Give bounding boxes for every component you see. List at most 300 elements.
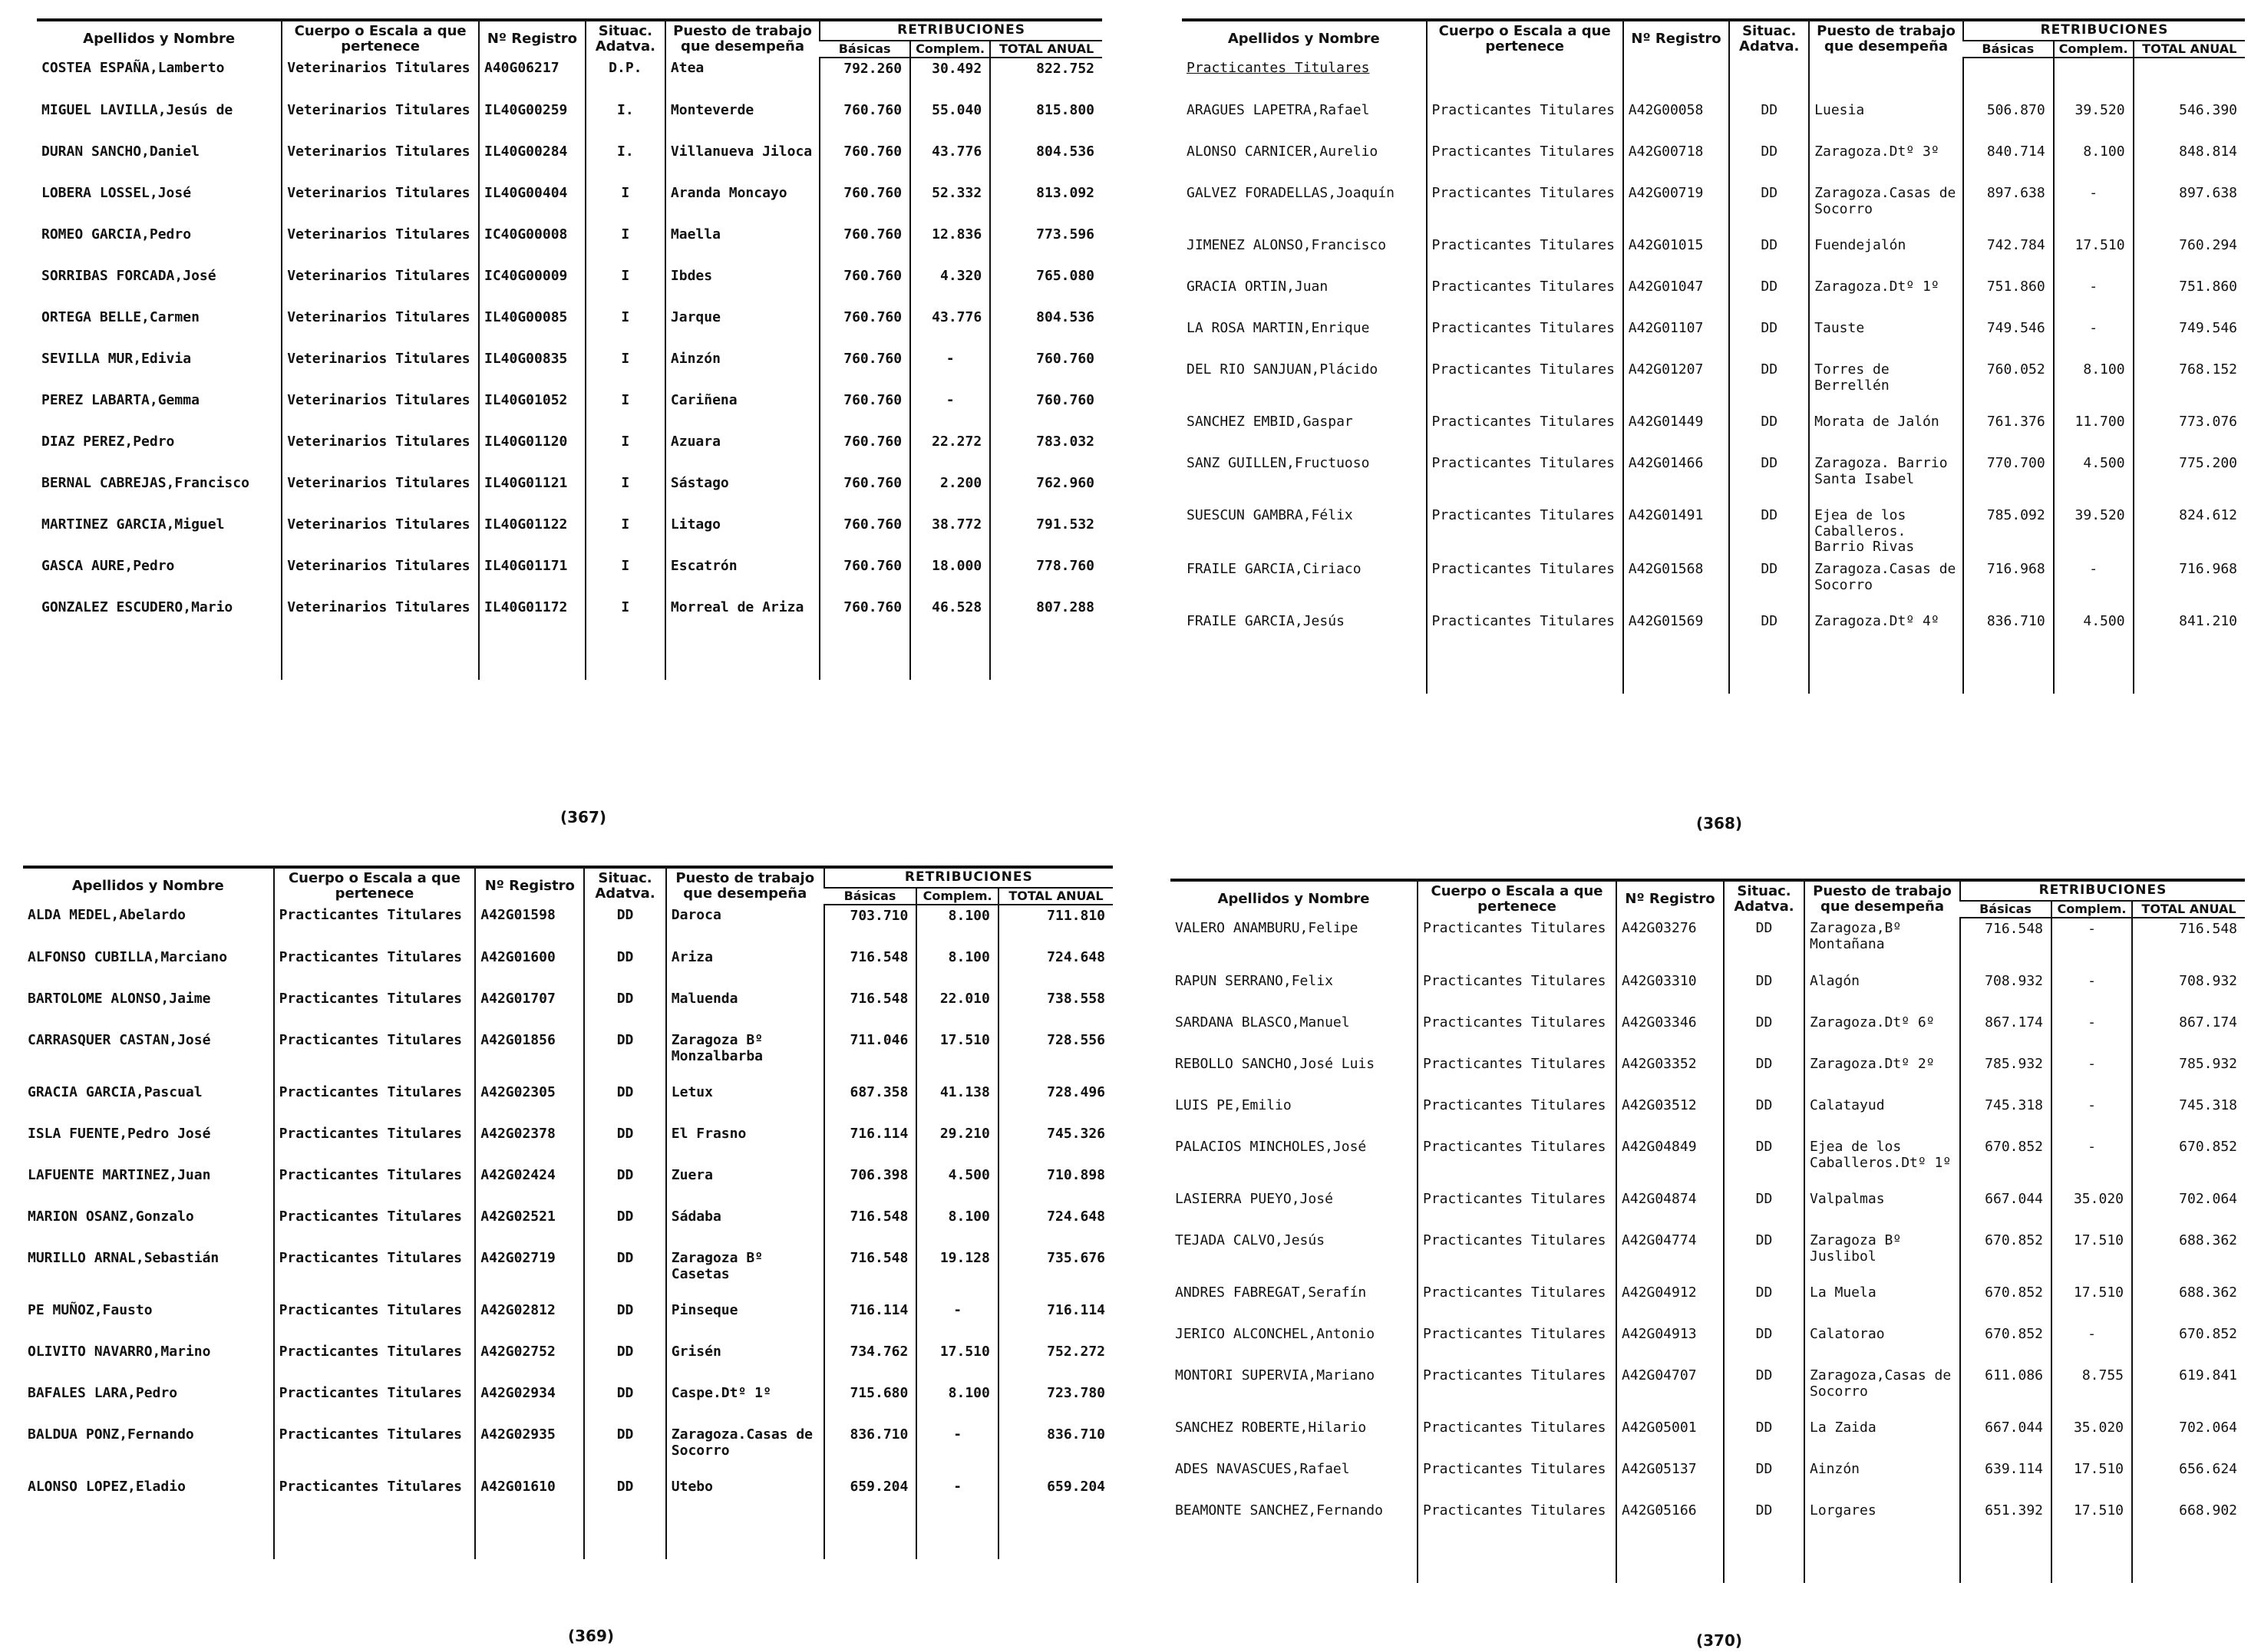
puesto-cell: Ejea de los Caballeros. Barrio Rivas xyxy=(1809,505,1963,559)
total-cell: 668.902 xyxy=(2132,1500,2245,1542)
puesto-cell: Alagón xyxy=(1804,971,1960,1012)
registro-cell: A42G03310 xyxy=(1616,971,1724,1012)
table-row xyxy=(1182,235,2245,276)
table-row xyxy=(23,1300,1113,1341)
complementos-cell: 8.100 xyxy=(916,1383,998,1424)
complementos-cell: - xyxy=(916,1424,998,1476)
cuerpo-cell: Veterinarios Titulares xyxy=(282,58,479,100)
cuerpo-cell: Veterinarios Titulares xyxy=(282,100,479,141)
basicas-cell: 897.638 xyxy=(1963,183,2054,235)
registro-cell: A42G01600 xyxy=(475,947,584,988)
page-number-369: (369) xyxy=(568,1627,615,1645)
total-cell: 738.558 xyxy=(998,988,1113,1030)
situacion-cell: DD xyxy=(584,988,666,1030)
situacion-cell: I xyxy=(586,348,665,390)
cuerpo-cell: Practicantes Titulares xyxy=(274,1300,476,1341)
basicas-cell: 716.548 xyxy=(824,947,917,988)
total-cell: 716.114 xyxy=(998,1300,1113,1341)
basicas-cell: 715.680 xyxy=(824,1383,917,1424)
puesto-cell: Letux xyxy=(666,1082,824,1123)
puesto-cell: Zaragoza.Casas de Socorro xyxy=(1809,559,1963,611)
total-cell: 773.076 xyxy=(2134,411,2245,453)
situacion-cell: I xyxy=(586,473,665,514)
cuerpo-cell: Veterinarios Titulares xyxy=(282,183,479,224)
table-row xyxy=(23,1165,1113,1206)
total-cell: 670.852 xyxy=(2132,1136,2245,1189)
registro-cell: IL40G00085 xyxy=(479,307,586,348)
total-cell: 768.152 xyxy=(2134,359,2245,411)
puesto-cell: Tauste xyxy=(1809,318,1963,359)
situacion-cell: DD xyxy=(1729,276,1809,318)
header-basicas: Básicas xyxy=(820,41,910,58)
table-row xyxy=(37,348,1102,390)
situacion-cell: DD xyxy=(584,1082,666,1123)
complementos-cell: 17.510 xyxy=(916,1030,998,1082)
registro-cell: A42G05137 xyxy=(1616,1459,1724,1500)
complementos-cell: 52.332 xyxy=(910,183,990,224)
header-total-anual: TOTAL ANUAL xyxy=(990,41,1102,58)
puesto-cell: El Frasno xyxy=(666,1123,824,1165)
puesto-cell: Ibdes xyxy=(665,265,820,307)
registro-cell: A42G01568 xyxy=(1623,559,1730,611)
basicas-cell: 734.762 xyxy=(824,1341,917,1383)
register-table-367 xyxy=(37,18,1102,680)
complementos-cell: 46.528 xyxy=(910,597,990,638)
basicas-cell: 760.760 xyxy=(820,556,910,597)
employee-name: SANZ GUILLEN,Fructuoso xyxy=(1187,454,1370,471)
basicas-cell: 506.870 xyxy=(1963,100,2054,141)
registro-cell: A42G00719 xyxy=(1623,183,1730,235)
total-cell: 710.898 xyxy=(998,1165,1113,1206)
employee-name: DEL RIO SANJUAN,Plácido xyxy=(1187,361,1378,378)
situacion-cell: DD xyxy=(1724,1500,1804,1542)
situacion-cell: DD xyxy=(584,947,666,988)
employee-name: PALACIOS MINCHOLES,José xyxy=(1175,1138,1367,1155)
total-cell: 824.612 xyxy=(2134,505,2245,559)
basicas-cell: 760.760 xyxy=(820,224,910,265)
total-cell: 778.760 xyxy=(990,556,1102,597)
total-cell: 724.648 xyxy=(998,947,1113,988)
complementos-cell: 17.510 xyxy=(2051,1230,2132,1282)
employee-name: BAFALES LARA,Pedro xyxy=(28,1384,178,1401)
complementos-cell: 22.010 xyxy=(916,988,998,1030)
registro-cell: IL40G00404 xyxy=(479,183,586,224)
header-total-anual: TOTAL ANUAL xyxy=(998,888,1113,905)
cuerpo-cell: Practicantes Titulares xyxy=(1418,918,1616,971)
employee-name: MIGUEL LAVILLA,Jesús de xyxy=(41,101,233,118)
header-registro: Nº Registro xyxy=(1616,880,1724,918)
blank-row xyxy=(37,638,1102,680)
employee-name: SARDANA BLASCO,Manuel xyxy=(1175,1014,1350,1030)
complementos-cell: 22.272 xyxy=(910,431,990,473)
cuerpo-cell: Practicantes Titulares xyxy=(1418,971,1616,1012)
complementos-cell: 19.128 xyxy=(916,1248,998,1300)
situacion-cell: DD xyxy=(584,905,666,947)
registro-cell: A42G01707 xyxy=(475,988,584,1030)
puesto-cell: Grisén xyxy=(666,1341,824,1383)
situacion-cell: I xyxy=(586,431,665,473)
table-row xyxy=(1182,183,2245,235)
header-name: Apellidos y Nombre xyxy=(23,867,274,905)
employee-name: ALFONSO CUBILLA,Marciano xyxy=(28,948,228,965)
table-row xyxy=(1182,411,2245,453)
employee-name: COSTEA ESPAÑA,Lamberto xyxy=(41,59,225,76)
cuerpo-cell: Practicantes Titulares xyxy=(1418,1054,1616,1095)
situacion-cell: DD xyxy=(1729,141,1809,183)
total-cell: 688.362 xyxy=(2132,1282,2245,1324)
puesto-cell: Zaragoza.Casas de Socorro xyxy=(666,1424,824,1476)
table-row xyxy=(1170,1136,2245,1189)
situacion-cell: DD xyxy=(1729,318,1809,359)
complementos-cell: - xyxy=(2051,1095,2132,1136)
registro-cell: A42G02719 xyxy=(475,1248,584,1300)
registro-cell: IL40G00835 xyxy=(479,348,586,390)
registro-cell: A42G00058 xyxy=(1623,100,1730,141)
puesto-cell: Ariza xyxy=(666,947,824,988)
puesto-cell: Zaragoza,Casas de Socorro xyxy=(1804,1365,1960,1417)
employee-name: JIMENEZ ALONSO,Francisco xyxy=(1187,236,1387,253)
basicas-cell: 760.760 xyxy=(820,265,910,307)
table-row xyxy=(23,1206,1113,1248)
total-cell: 716.548 xyxy=(2132,918,2245,971)
employee-name: FRAILE GARCIA,Jesús xyxy=(1187,613,1345,629)
registro-cell: IL40G01172 xyxy=(479,597,586,638)
total-cell: 728.556 xyxy=(998,1030,1113,1082)
basicas-cell: 770.700 xyxy=(1963,453,2054,505)
registro-cell: IL40G01120 xyxy=(479,431,586,473)
employee-name: MURILLO ARNAL,Sebastián xyxy=(28,1249,219,1266)
header-puesto: Puesto de trabajo que desempeña xyxy=(1809,20,1963,58)
table-row xyxy=(23,1248,1113,1300)
basicas-cell: 670.852 xyxy=(1960,1136,2051,1189)
registro-cell: A42G04874 xyxy=(1616,1189,1724,1230)
table-row xyxy=(1170,1189,2245,1230)
complementos-cell: - xyxy=(916,1300,998,1341)
cuerpo-cell: Practicantes Titulares xyxy=(1427,359,1623,411)
total-cell: 723.780 xyxy=(998,1383,1113,1424)
puesto-cell: Villanueva Jiloca xyxy=(665,141,820,183)
situacion-cell: I xyxy=(586,514,665,556)
blank-row xyxy=(1170,1542,2245,1583)
header-complementos: Complem. xyxy=(2054,41,2134,58)
cuerpo-cell: Practicantes Titulares xyxy=(1427,411,1623,453)
situacion-cell: DD xyxy=(584,1248,666,1300)
total-cell: 867.174 xyxy=(2132,1012,2245,1054)
situacion-cell: DD xyxy=(1724,918,1804,971)
basicas-cell: 761.376 xyxy=(1963,411,2054,453)
puesto-cell: Cariñena xyxy=(665,390,820,431)
registro-cell: A42G01856 xyxy=(475,1030,584,1082)
total-cell: 822.752 xyxy=(990,58,1102,100)
cuerpo-cell: Practicantes Titulares xyxy=(1427,141,1623,183)
complementos-cell: 4.320 xyxy=(910,265,990,307)
situacion-cell: DD xyxy=(1724,1095,1804,1136)
cuerpo-cell: Practicantes Titulares xyxy=(1427,453,1623,505)
total-cell: 546.390 xyxy=(2134,100,2245,141)
table-row xyxy=(37,556,1102,597)
cuerpo-cell: Veterinarios Titulares xyxy=(282,265,479,307)
situacion-cell: DD xyxy=(1729,611,1809,652)
cuerpo-cell: Practicantes Titulares xyxy=(274,1206,476,1248)
basicas-cell: 716.968 xyxy=(1963,559,2054,611)
cuerpo-cell: Veterinarios Titulares xyxy=(282,390,479,431)
registro-cell: A42G02935 xyxy=(475,1424,584,1476)
employee-name: MARTINEZ GARCIA,Miguel xyxy=(41,516,225,533)
cuerpo-cell: Practicantes Titulares xyxy=(274,947,476,988)
table-row xyxy=(37,224,1102,265)
situacion-cell: I xyxy=(586,183,665,224)
employee-name: FRAILE GARCIA,Ciriaco xyxy=(1187,561,1362,577)
puesto-cell: Calatayud xyxy=(1804,1095,1960,1136)
table-row xyxy=(1182,100,2245,141)
puesto-cell: Escatrón xyxy=(665,556,820,597)
total-cell: 813.092 xyxy=(990,183,1102,224)
register-table xyxy=(1170,879,2245,1583)
employee-name: TEJADA CALVO,Jesús xyxy=(1175,1232,1325,1248)
total-cell: 745.326 xyxy=(998,1123,1113,1165)
total-cell: 804.536 xyxy=(990,141,1102,183)
employee-name: MONTORI SUPERVIA,Mariano xyxy=(1175,1367,1375,1383)
situacion-cell: DD xyxy=(1724,971,1804,1012)
cuerpo-cell: Practicantes Titulares xyxy=(274,1030,476,1082)
basicas-cell: 716.548 xyxy=(824,988,917,1030)
complementos-cell: - xyxy=(2054,318,2134,359)
table-row xyxy=(1170,1012,2245,1054)
registro-cell: IC40G00008 xyxy=(479,224,586,265)
cuerpo-cell: Practicantes Titulares xyxy=(274,1165,476,1206)
registro-cell: A42G01047 xyxy=(1623,276,1730,318)
total-cell: 724.648 xyxy=(998,1206,1113,1248)
complementos-cell: - xyxy=(2051,1012,2132,1054)
basicas-cell: 760.760 xyxy=(820,307,910,348)
complementos-cell: 12.836 xyxy=(910,224,990,265)
header-basicas: Básicas xyxy=(824,888,917,905)
situacion-cell: DD xyxy=(584,1300,666,1341)
employee-name: LUIS PE,Emilio xyxy=(1175,1096,1292,1113)
puesto-cell: Ainzón xyxy=(665,348,820,390)
basicas-cell: 716.548 xyxy=(824,1248,917,1300)
basicas-cell: 716.548 xyxy=(1960,918,2051,971)
table-row xyxy=(37,597,1102,638)
puesto-cell: Luesia xyxy=(1809,100,1963,141)
total-cell: 702.064 xyxy=(2132,1417,2245,1459)
situacion-cell: DD xyxy=(584,1030,666,1082)
basicas-cell: 760.760 xyxy=(820,183,910,224)
basicas-cell: 708.932 xyxy=(1960,971,2051,1012)
table-row xyxy=(1182,318,2245,359)
puesto-cell: La Muela xyxy=(1804,1282,1960,1324)
table-row xyxy=(37,514,1102,556)
basicas-cell: 659.204 xyxy=(824,1476,917,1518)
total-cell: 791.532 xyxy=(990,514,1102,556)
situacion-cell: I xyxy=(586,556,665,597)
page-number-370: (370) xyxy=(1696,1631,1743,1650)
basicas-cell: 670.852 xyxy=(1960,1230,2051,1282)
basicas-cell: 785.092 xyxy=(1963,505,2054,559)
register-table xyxy=(23,866,1113,1559)
employee-name: BARTOLOME ALONSO,Jaime xyxy=(28,990,211,1007)
basicas-cell: 749.546 xyxy=(1963,318,2054,359)
cuerpo-cell: Veterinarios Titulares xyxy=(282,431,479,473)
basicas-cell: 867.174 xyxy=(1960,1012,2051,1054)
registro-cell: A42G01491 xyxy=(1623,505,1730,559)
complementos-cell: 4.500 xyxy=(916,1165,998,1206)
total-cell: 804.536 xyxy=(990,307,1102,348)
cuerpo-cell: Practicantes Titulares xyxy=(274,1123,476,1165)
employee-name: OLIVITO NAVARRO,Marino xyxy=(28,1343,211,1360)
table-row xyxy=(1182,505,2245,559)
situacion-cell: DD xyxy=(1724,1282,1804,1324)
complementos-cell: - xyxy=(2051,971,2132,1012)
header-cuerpo: Cuerpo o Escala a que pertenece xyxy=(282,20,479,58)
section-row xyxy=(1182,58,2245,100)
registro-cell: A42G04774 xyxy=(1616,1230,1724,1282)
total-cell: 752.272 xyxy=(998,1341,1113,1383)
cuerpo-cell: Practicantes Titulares xyxy=(1427,235,1623,276)
table-row xyxy=(1182,141,2245,183)
register-table-368 xyxy=(1182,18,2245,694)
total-cell: 775.200 xyxy=(2134,453,2245,505)
cuerpo-cell: Veterinarios Titulares xyxy=(282,597,479,638)
puesto-cell: La Zaida xyxy=(1804,1417,1960,1459)
registro-cell: A40G06217 xyxy=(479,58,586,100)
header-cuerpo: Cuerpo o Escala a que pertenece xyxy=(274,867,476,905)
header-retribuciones: RETRIBUCIONES xyxy=(1960,880,2245,901)
table-row xyxy=(23,905,1113,947)
header-registro: Nº Registro xyxy=(475,867,584,905)
total-cell: 656.624 xyxy=(2132,1459,2245,1500)
cuerpo-cell: Practicantes Titulares xyxy=(1418,1417,1616,1459)
registro-cell: A42G03352 xyxy=(1616,1054,1724,1095)
employee-name: SORRIBAS FORCADA,José xyxy=(41,267,216,284)
situacion-cell: I. xyxy=(586,141,665,183)
table-row xyxy=(23,1341,1113,1383)
header-complementos: Complem. xyxy=(916,888,998,905)
puesto-cell: Ejea de los Caballeros.Dtº 1º xyxy=(1804,1136,1960,1189)
basicas-cell: 703.710 xyxy=(824,905,917,947)
situacion-cell: I xyxy=(586,224,665,265)
puesto-cell: Zaragoza.Dtº 4º xyxy=(1809,611,1963,652)
cuerpo-cell: Practicantes Titulares xyxy=(1427,183,1623,235)
basicas-cell: 711.046 xyxy=(824,1030,917,1082)
puesto-cell: Monteverde xyxy=(665,100,820,141)
registro-cell: A42G04913 xyxy=(1616,1324,1724,1365)
situacion-cell: DD xyxy=(1729,183,1809,235)
employee-name: ORTEGA BELLE,Carmen xyxy=(41,308,200,325)
table-row xyxy=(23,1383,1113,1424)
registro-cell: A42G03512 xyxy=(1616,1095,1724,1136)
register-table xyxy=(37,18,1102,680)
registro-cell: A42G04707 xyxy=(1616,1365,1724,1417)
table-row xyxy=(1170,1459,2245,1500)
situacion-cell: DD xyxy=(584,1341,666,1383)
complementos-cell: 35.020 xyxy=(2051,1417,2132,1459)
total-cell: 836.710 xyxy=(998,1424,1113,1476)
puesto-cell: Zaragoza.Dtº 3º xyxy=(1809,141,1963,183)
table-row xyxy=(1170,1095,2245,1136)
registro-cell: A42G04912 xyxy=(1616,1282,1724,1324)
situacion-cell: DD xyxy=(584,1424,666,1476)
table-row xyxy=(23,1082,1113,1123)
table-row xyxy=(37,473,1102,514)
blank-row xyxy=(1182,652,2245,694)
employee-name: MARION OSANZ,Gonzalo xyxy=(28,1208,194,1225)
puesto-cell: Litago xyxy=(665,514,820,556)
basicas-cell: 716.114 xyxy=(824,1300,917,1341)
puesto-cell: Calatorao xyxy=(1804,1324,1960,1365)
table-row xyxy=(1182,611,2245,652)
basicas-cell: 667.044 xyxy=(1960,1417,2051,1459)
total-cell: 783.032 xyxy=(990,431,1102,473)
employee-name: JERICO ALCONCHEL,Antonio xyxy=(1175,1325,1375,1342)
puesto-cell: Zaragoza.Dtº 2º xyxy=(1804,1054,1960,1095)
basicas-cell: 639.114 xyxy=(1960,1459,2051,1500)
basicas-cell: 716.114 xyxy=(824,1123,917,1165)
situacion-cell: DD xyxy=(1729,100,1809,141)
situacion-cell: I xyxy=(586,265,665,307)
puesto-cell: Zaragoza Bº Juslibol xyxy=(1804,1230,1960,1282)
registro-cell: IL40G01171 xyxy=(479,556,586,597)
complementos-cell: 35.020 xyxy=(2051,1189,2132,1230)
cuerpo-cell: Practicantes Titulares xyxy=(1427,318,1623,359)
header-total-anual: TOTAL ANUAL xyxy=(2134,41,2245,58)
employee-name: SEVILLA MUR,Edivia xyxy=(41,350,192,367)
registro-cell: A42G02812 xyxy=(475,1300,584,1341)
situacion-cell: DD xyxy=(584,1206,666,1248)
situacion-cell: DD xyxy=(1729,411,1809,453)
complementos-cell: 55.040 xyxy=(910,100,990,141)
employee-name: BALDUA PONZ,Fernando xyxy=(28,1426,194,1443)
table-row xyxy=(23,1476,1113,1518)
basicas-cell: 792.260 xyxy=(820,58,910,100)
table-row xyxy=(37,431,1102,473)
situacion-cell: DD xyxy=(1724,1054,1804,1095)
puesto-cell: Zaragoza Bº Monzalbarba xyxy=(666,1030,824,1082)
table-row xyxy=(1182,359,2245,411)
basicas-cell: 760.760 xyxy=(820,473,910,514)
situacion-cell: DD xyxy=(584,1383,666,1424)
puesto-cell: Azuara xyxy=(665,431,820,473)
cuerpo-cell: Practicantes Titulares xyxy=(1418,1012,1616,1054)
total-cell: 749.546 xyxy=(2134,318,2245,359)
registro-cell: A42G01569 xyxy=(1623,611,1730,652)
cuerpo-cell: Practicantes Titulares xyxy=(274,1476,476,1518)
situacion-cell: DD xyxy=(1729,359,1809,411)
cuerpo-cell: Practicantes Titulares xyxy=(1427,276,1623,318)
total-cell: 841.210 xyxy=(2134,611,2245,652)
total-cell: 670.852 xyxy=(2132,1324,2245,1365)
employee-name: LOBERA LOSSEL,José xyxy=(41,184,192,201)
total-cell: 760.760 xyxy=(990,390,1102,431)
table-row xyxy=(1170,1230,2245,1282)
situacion-cell: DD xyxy=(1724,1012,1804,1054)
registro-cell: A42G04849 xyxy=(1616,1136,1724,1189)
employee-name: CARRASQUER CASTAN,José xyxy=(28,1031,211,1048)
cuerpo-cell: Veterinarios Titulares xyxy=(282,348,479,390)
basicas-cell: 760.760 xyxy=(820,390,910,431)
complementos-cell: 41.138 xyxy=(916,1082,998,1123)
cuerpo-cell: Practicantes Titulares xyxy=(1427,505,1623,559)
puesto-cell: Maella xyxy=(665,224,820,265)
registro-cell: A42G02752 xyxy=(475,1341,584,1383)
registro-cell: A42G01598 xyxy=(475,905,584,947)
table-row xyxy=(1170,918,2245,971)
situacion-cell: DD xyxy=(584,1476,666,1518)
complementos-cell: - xyxy=(910,348,990,390)
registro-cell: A42G01466 xyxy=(1623,453,1730,505)
employee-name: LA ROSA MARTIN,Enrique xyxy=(1187,319,1370,336)
registro-cell: A42G02378 xyxy=(475,1123,584,1165)
